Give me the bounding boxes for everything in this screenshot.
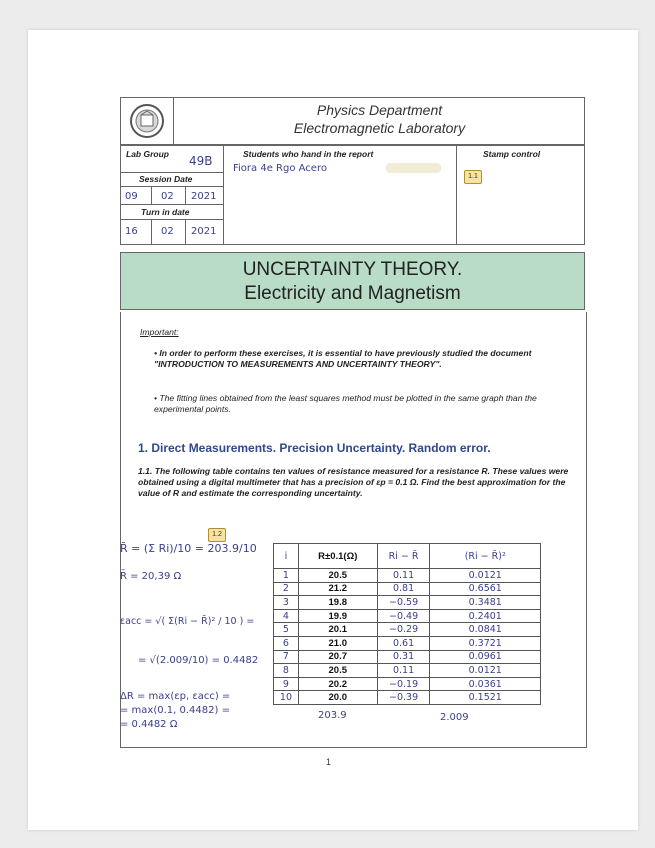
question-text: 1.1. The following table contains ten values of resistance measured for a resistance R. These values were obtained using a digital multimeter that has a precision of εp = 0.1 Ω. Find the best approximation for the value of R and estimate the corresponding uncertainty. bbox=[138, 466, 569, 498]
cell-r: 20.5 bbox=[298, 569, 377, 583]
mean-formula: R̄ = (Σ Ri)/10 = 203.9/10 bbox=[120, 542, 257, 555]
cell-sq: 0.0121 bbox=[430, 569, 541, 583]
session-day: 09 bbox=[125, 191, 138, 202]
table-row bbox=[274, 582, 541, 596]
sum-r: 203.9 bbox=[318, 710, 347, 721]
cell-dev: 0.31 bbox=[377, 650, 430, 664]
cell-r: 20.5 bbox=[298, 664, 377, 678]
logo-cell bbox=[121, 98, 174, 144]
cell-sq: 0.0121 bbox=[430, 664, 541, 678]
header-deviation: Ri − R̄ bbox=[377, 544, 430, 569]
cell-r: 20.1 bbox=[298, 623, 377, 637]
cell-i: 8 bbox=[274, 664, 299, 678]
cell-i: 2 bbox=[274, 582, 299, 596]
cell-r: 19.9 bbox=[298, 609, 377, 623]
cell-sq: 0.6561 bbox=[430, 582, 541, 596]
cell-sq: 0.0841 bbox=[430, 623, 541, 637]
eacc-value: = √(2.009/10) = 0.4482 bbox=[138, 655, 259, 666]
cell-sq: 0.1521 bbox=[430, 691, 541, 705]
cell-r: 20.0 bbox=[298, 691, 377, 705]
cell-i: 5 bbox=[274, 623, 299, 637]
cell-dev: −0.49 bbox=[377, 609, 430, 623]
session-month: 02 bbox=[161, 191, 174, 202]
laboratory-name: Electromagnetic Laboratory bbox=[293, 120, 466, 136]
note-badge[interactable]: 1.2 bbox=[208, 528, 226, 542]
delta-line-2: = max(0.1, 0.4482) = bbox=[120, 705, 230, 716]
header-squared: (Ri − R̄)² bbox=[430, 544, 541, 569]
cell-r: 19.8 bbox=[298, 596, 377, 610]
cell-r: 20.7 bbox=[298, 650, 377, 664]
eacc-formula: εacc = √( Σ(Ri − R̄)² / 10 ) = bbox=[120, 616, 255, 627]
turn-in-month: 02 bbox=[161, 226, 174, 237]
cell-sq: 0.3481 bbox=[430, 596, 541, 610]
cell-i: 6 bbox=[274, 636, 299, 650]
cell-r: 20.2 bbox=[298, 677, 377, 691]
table-row bbox=[274, 569, 541, 583]
students-value: Fiora 4e Rgo Acero bbox=[233, 163, 327, 174]
delta-line-3: = 0.4482 Ω bbox=[120, 719, 178, 730]
table-row bbox=[274, 636, 541, 650]
sum-squared: 2.009 bbox=[440, 712, 469, 723]
cell-i: 9 bbox=[274, 677, 299, 691]
cell-dev: 0.11 bbox=[377, 664, 430, 678]
cell-dev: −0.29 bbox=[377, 623, 430, 637]
bullet-1-text: In order to perform these exercises, it is essential to have previously studied the document "INTRODUCTION TO MEASUREMENTS AND UNCERTAINTY THEORY". bbox=[154, 348, 532, 369]
stamp-label: Stamp control bbox=[483, 149, 541, 159]
bullet-1 bbox=[154, 348, 559, 370]
mean-value: R̄ = 20,39 Ω bbox=[120, 571, 182, 582]
delta-line-1: ΔR = max(εp, εacc) = bbox=[120, 691, 231, 702]
table-row bbox=[274, 691, 541, 705]
cell-sq: 0.3721 bbox=[430, 636, 541, 650]
bullet-2 bbox=[154, 393, 559, 415]
cell-sq: 0.2401 bbox=[430, 609, 541, 623]
session-year: 2021 bbox=[191, 191, 217, 202]
lab-group-value: 49B bbox=[189, 154, 213, 168]
dates-column bbox=[121, 146, 224, 244]
cell-dev: −0.39 bbox=[377, 691, 430, 705]
university-seal-icon bbox=[129, 103, 165, 139]
table-row bbox=[274, 664, 541, 678]
cell-dev: −0.19 bbox=[377, 677, 430, 691]
table-row bbox=[274, 677, 541, 691]
title-line-2: Electricity and Magnetism bbox=[244, 283, 461, 304]
lab-group-label: Lab Group bbox=[126, 149, 169, 159]
cell-sq: 0.0961 bbox=[430, 650, 541, 664]
title-band bbox=[120, 252, 585, 310]
header-box bbox=[120, 97, 585, 145]
cell-dev: 0.81 bbox=[377, 582, 430, 596]
bullet-dot: • bbox=[154, 393, 160, 403]
report-page bbox=[28, 30, 638, 830]
header-i: i bbox=[274, 544, 299, 569]
redacted-name bbox=[386, 163, 441, 173]
title-line-1: UNCERTAINTY THEORY. bbox=[242, 259, 463, 280]
header-r: R±0.1(Ω) bbox=[298, 544, 377, 569]
important-label: Important: bbox=[140, 327, 179, 337]
table-row bbox=[274, 609, 541, 623]
cell-i: 7 bbox=[274, 650, 299, 664]
turn-in-year: 2021 bbox=[191, 226, 217, 237]
cell-i: 10 bbox=[274, 691, 299, 705]
cell-r: 21.0 bbox=[298, 636, 377, 650]
cell-i: 1 bbox=[274, 569, 299, 583]
turn-in-label: Turn in date bbox=[141, 207, 190, 217]
cell-dev: 0.11 bbox=[377, 569, 430, 583]
form-box bbox=[120, 145, 585, 245]
cell-i: 3 bbox=[274, 596, 299, 610]
cell-i: 4 bbox=[274, 609, 299, 623]
cell-dev: 0.61 bbox=[377, 636, 430, 650]
bullet-dot: • bbox=[154, 348, 160, 358]
table-row bbox=[274, 650, 541, 664]
cell-r: 21.2 bbox=[298, 582, 377, 596]
turn-in-day: 16 bbox=[125, 226, 138, 237]
stamp-badge[interactable]: 1.1 bbox=[464, 170, 482, 184]
cell-sq: 0.0361 bbox=[430, 677, 541, 691]
table-row bbox=[274, 623, 541, 637]
students-label: Students who hand in the report bbox=[243, 149, 374, 159]
section-heading: 1. Direct Measurements. Precision Uncertainty. Random error. bbox=[138, 441, 491, 455]
page-number: 1 bbox=[326, 757, 332, 767]
bullet-2-text: The fitting lines obtained from the least squares method must be plotted in the same graph than the experimental points. bbox=[154, 393, 537, 414]
department-name: Physics Department bbox=[316, 102, 443, 118]
resistance-table bbox=[273, 543, 541, 705]
cell-dev: −0.59 bbox=[377, 596, 430, 610]
table-header-row bbox=[274, 544, 541, 569]
session-date-label: Session Date bbox=[139, 174, 193, 184]
table-row bbox=[274, 596, 541, 610]
